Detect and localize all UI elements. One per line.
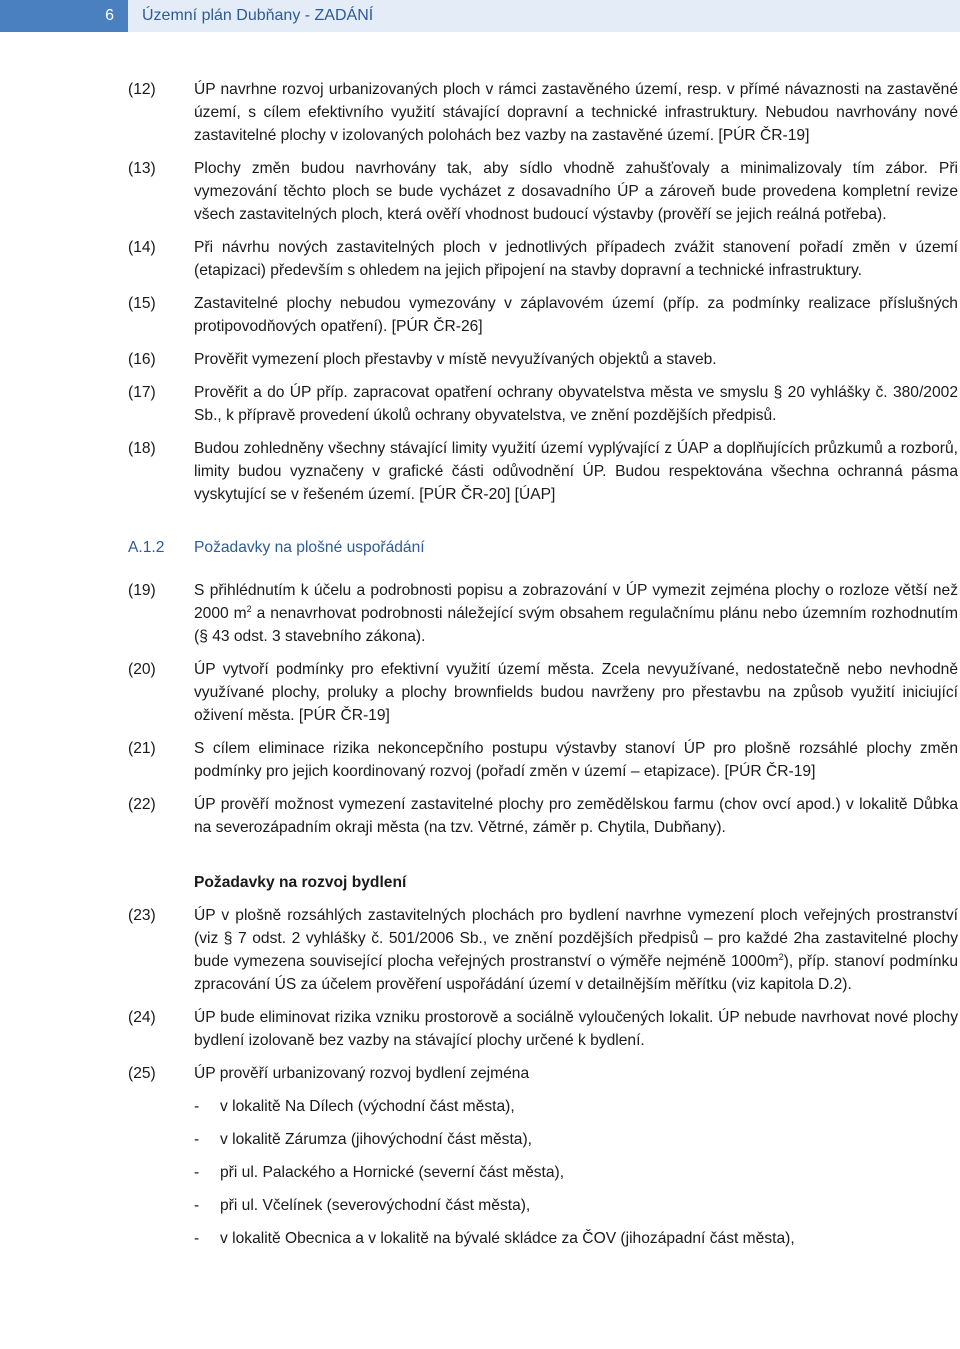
paragraph-text: Prověřit a do ÚP příp. zapracovat opatření ochrany obyvatelstva města ve smyslu § 20 vyhlášky č. 380/2002 Sb., k přípravě provedení úkolů ochrany obyvatelstva, ve znění pozdějších předpisů. (194, 384, 958, 424)
paragraph-15 (128, 292, 958, 338)
page-content (128, 78, 958, 1250)
paragraph-text: ÚP v plošně rozsáhlých zastavitelných plochách pro bydlení navrhne vymezení ploch veřejných prostranství (viz § 7 odst. 2 vyhlášky č. 501/2006 Sb., ve znění pozdějších předpisů – pro každé 2ha zastavitelné plochy bude vymezena související plocha veřejných prostranství o výměře nejméně 1000m (194, 907, 958, 970)
paragraph-22 (128, 793, 958, 839)
paragraph-text: Budou zohledněny všechny stávající limity využití území vyplývající z ÚAP a doplňujících průzkumů a rozborů, limity budou vyznačeny v grafické části odůvodnění ÚP. Budou respektována všechna ochranná pásma vyskytující se v řešeném území. [PÚR ČR-20] [ÚAP] (194, 440, 958, 503)
bullet-dash: - (194, 1131, 200, 1148)
list-item-text: v lokalitě Obecnica a v lokalitě na bývalé skládce za ČOV (jihozápadní část města), (220, 1230, 795, 1247)
list-item-text: při ul. Palackého a Hornické (severní část města), (220, 1164, 565, 1181)
superscript: 2 (778, 951, 784, 962)
paragraph-number: (19) (128, 582, 156, 599)
paragraph-20 (128, 658, 958, 727)
section-number: A.1.2 (128, 539, 165, 556)
paragraph-25 (128, 1062, 958, 1085)
bullet-dash: - (194, 1230, 200, 1247)
paragraph-number: (14) (128, 239, 156, 256)
bullet-list (128, 1095, 958, 1250)
superscript: 2 (246, 603, 252, 614)
paragraph-text: Při návrhu nových zastavitelných ploch v jednotlivých případech zvážit stanovení pořadí změn v území (etapizaci) především s ohledem na jejich připojení na stavby dopravní a technické infrastruktury. (194, 239, 958, 279)
page-header (0, 0, 960, 32)
bullet-dash: - (194, 1164, 200, 1181)
paragraph-18 (128, 437, 958, 506)
paragraph-14 (128, 236, 958, 282)
list-item (194, 1194, 958, 1217)
subheading: Požadavky na rozvoj bydlení (194, 874, 407, 891)
paragraph-number: (16) (128, 351, 156, 368)
section-heading (128, 536, 958, 559)
paragraph-21 (128, 737, 958, 783)
paragraph-16 (128, 348, 958, 371)
paragraph-number: (13) (128, 160, 156, 177)
paragraph-number: (23) (128, 907, 156, 924)
paragraph-12 (128, 78, 958, 147)
list-item-text: v lokalitě Zárumza (jihovýchodní část města), (220, 1131, 532, 1148)
paragraph-text: S cílem eliminace rizika nekoncepčního postupu výstavby stanoví ÚP pro plošně rozsáhlé plochy změn podmínky pro jejich koordinovaný rozvoj (pořadí změn v území – etapizace). [PÚR ČR-19] (194, 740, 958, 780)
paragraph-24 (128, 1006, 958, 1052)
list-item (194, 1095, 958, 1118)
paragraph-text-cont: a nenavrhovat podrobnosti náležející svým obsahem regulačnímu plánu nebo územním rozhodnutím (§ 43 odst. 3 stavebního zákona). (194, 605, 958, 645)
paragraph-text: Prověřit vymezení ploch přestavby v místě nevyužívaných objektů a staveb. (194, 351, 717, 368)
list-item-text: při ul. Včelínek (severovýchodní část města), (220, 1197, 531, 1214)
paragraph-number: (20) (128, 661, 156, 678)
paragraph-text: ÚP bude eliminovat rizika vzniku prostorově a sociálně vyloučených lokalit. ÚP nebude navrhovat nové plochy bydlení izolovaně bez vazby na stávající plochy určené k bydlení. (194, 1009, 958, 1049)
paragraph-19 (128, 579, 958, 648)
paragraph-number: (12) (128, 81, 156, 98)
bullet-dash: - (194, 1098, 200, 1115)
paragraph-number: (24) (128, 1009, 156, 1026)
paragraph-text: ÚP prověří možnost vymezení zastavitelné plochy pro zemědělskou farmu (chov ovcí apod.) v lokalitě Důbka na severozápadním okraji města (na tzv. Větrné, záměr p. Chytila, Dubňany). (194, 796, 958, 836)
paragraph-number: (18) (128, 440, 156, 457)
list-item (194, 1227, 958, 1250)
paragraph-text: ÚP navrhne rozvoj urbanizovaných ploch v rámci zastavěného území, resp. v přímé návaznosti na zastavěné území, s cílem efektivního využití stávající dopravní a technické infrastruktury. Nebudou navrhovány nové zastavitelné plochy v izolovaných polohách bez vazby na zastavěné území. [PÚR ČR-19] (194, 81, 958, 144)
paragraph-17 (128, 381, 958, 427)
paragraph-text: ÚP vytvoří podmínky pro efektivní využití území města. Zcela nevyužívané, nedostatečně nebo nevhodně využívané plochy, proluky a plochy brownfields budou navrženy pro přestavbu na způsob využití iniciující oživení města. [PÚR ČR-19] (194, 661, 958, 724)
paragraph-text: ÚP prověří urbanizovaný rozvoj bydlení zejména (194, 1065, 530, 1082)
paragraph-23 (128, 904, 958, 996)
list-item (194, 1161, 958, 1184)
paragraph-text: Plochy změn budou navrhovány tak, aby sídlo vhodně zahušťovaly a minimalizovaly tím zábor. Při vymezování těchto ploch se bude vycházet z dosavadního ÚP a zároveň bude provedena kompletní revize všech zastavitelných ploch, která ověří vhodnost budoucí výstavby (prověří se jejich reálná potřeba). (194, 160, 958, 223)
bullet-dash: - (194, 1197, 200, 1214)
paragraph-number: (22) (128, 796, 156, 813)
section-title: Požadavky na plošné uspořádání (194, 539, 425, 556)
page-number: 6 (0, 0, 128, 32)
paragraph-number: (21) (128, 740, 156, 757)
paragraph-text: Zastavitelné plochy nebudou vymezovány v záplavovém území (příp. za podmínky realizace příslušných protipovodňových opatření). [PÚR ČR-26] (194, 295, 958, 335)
paragraph-number: (25) (128, 1065, 156, 1082)
list-item (194, 1128, 958, 1151)
document-title: Územní plán Dubňany - ZADÁNÍ (128, 0, 960, 32)
paragraph-text-cont: ), příp. stanoví podmínku zpracování ÚS za účelem prověření uspořádání území v detailnějším měřítku (viz kapitola D.2). (194, 953, 958, 993)
paragraph-number: (15) (128, 295, 156, 312)
paragraph-text: S přihlédnutím k účelu a podrobnosti popisu a zobrazování v ÚP vymezit zejména plochy o rozloze větší než 2000 m (194, 582, 958, 622)
list-item-text: v lokalitě Na Dílech (východní část města), (220, 1098, 515, 1115)
paragraph-13 (128, 157, 958, 226)
paragraph-number: (17) (128, 384, 156, 401)
